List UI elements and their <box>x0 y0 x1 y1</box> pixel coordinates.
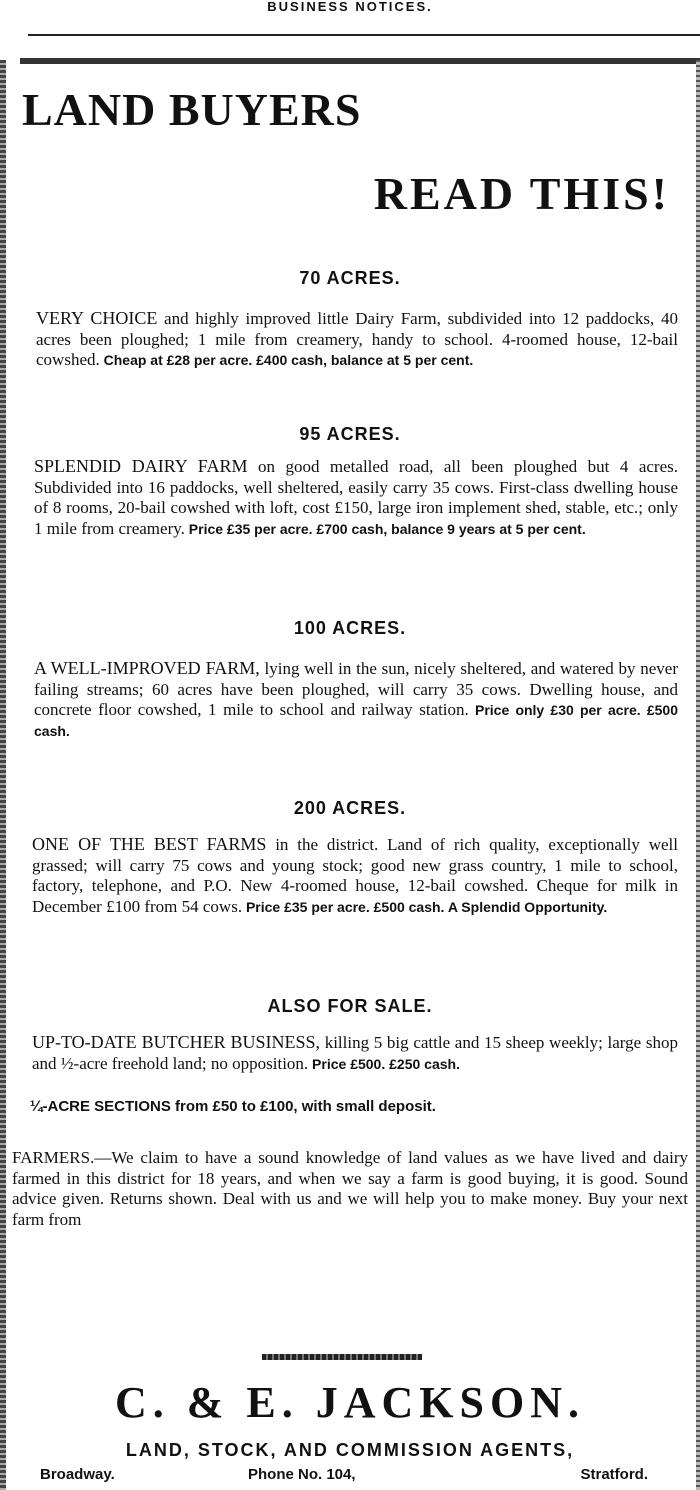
listing-body: killing 5 big cattle and 15 sheep weekly; large shop and ½-acre freehold land; no opposition. <box>32 1033 678 1073</box>
listing-text <box>32 834 678 917</box>
firm-name: C. & E. JACKSON. <box>114 1378 586 1427</box>
firm-tagline: LAND, STOCK, AND COMMISSION AGENTS, <box>125 1440 575 1460</box>
listing-title: 100 ACRES. <box>293 618 407 638</box>
listing-body: lying well in the sun, nicely sheltered, and watered by never failing streams; 60 acres have been ploughed, will carry 35 cows. Dwelling house, and concrete floor cowshed, 1 mile to school and railway station. <box>34 659 678 719</box>
listing-text <box>36 308 678 371</box>
listing-price: Price £500. £250 cash. <box>308 1055 460 1072</box>
listing-text <box>32 1032 678 1074</box>
farmers-note: FARMERS.—We claim to have a sound knowledge of land values as we have lived and dairy farmed in this district for 18 years, and when we say a farm is good buying, it is good. Sound advice given. Returns shown. Deal with us and we will help you to make money. Buy your next farm from <box>12 1148 688 1229</box>
listing-text <box>34 658 678 741</box>
listing-lead: SPLENDID DAIRY FARM <box>34 456 248 476</box>
listing-lead: VERY CHOICE <box>36 308 158 328</box>
listing-lead: A WELL-IMPROVED FARM, <box>34 658 260 678</box>
header-rule <box>28 34 700 36</box>
listing-price: Price £35 per acre. £500 cash. A Splendid Opportunity. <box>242 898 608 915</box>
listing-price: Price £35 per acre. £700 cash, balance 9 years at 5 per cent. <box>184 520 586 537</box>
sections-offer: ¼-ACRE SECTIONS from £50 to £100, with small deposit. <box>30 1098 436 1115</box>
listing-title: 70 ACRES. <box>299 268 401 288</box>
listing-title: ALSO FOR SALE. <box>267 996 433 1016</box>
ornamental-rule <box>262 1354 422 1360</box>
listing-title: 95 ACRES. <box>299 424 401 444</box>
listing-body: in the district. Land of rich quality, exceptionally well grassed; will carry 75 cows and young stock; good new grass country, 1 mile to school, factory, telephone, and P.O. New 4-roomed house, 12-bail cowshed. Cheque for milk in December £100 from 54 cows. <box>32 835 678 916</box>
firm-phone: Phone No. 104, <box>248 1466 356 1483</box>
listing-lead: ONE OF THE BEST FARMS <box>32 834 267 854</box>
listing-price: Cheap at £28 per acre. £400 cash, balance at 5 per cent. <box>99 352 474 368</box>
listing-lead: UP-TO-DATE BUTCHER BUSINESS, <box>32 1032 321 1052</box>
listing-body: and highly improved little Dairy Farm, subdivided into 12 paddocks, 40 acres been ploughed; 1 mile from creamery, handy to school. 4-roomed house, 12-bail cowshed. <box>36 309 678 369</box>
listing-price: Price only £30 per acre. £500 cash. <box>34 702 678 739</box>
listing-text <box>34 456 678 539</box>
section-header: BUSINESS NOTICES. <box>267 0 433 14</box>
headline-read-this: READ THIS! <box>373 168 670 219</box>
listing-title: 200 ACRES. <box>293 798 407 818</box>
advert-top-border <box>20 58 700 64</box>
firm-address: Broadway. <box>40 1466 115 1483</box>
listing-body: on good metalled road, all been ploughed but 4 acres. Subdivided into 16 paddocks, well sheltered, easily carry 35 cows. First-class dwelling house of 8 rooms, 20-bail cowshed with loft, cost £150, large iron implement shed, stable, etc.; only 1 mile from creamery. <box>34 457 678 538</box>
headline-land-buyers: LAND BUYERS <box>22 84 362 135</box>
firm-town: Stratford. <box>580 1466 648 1483</box>
